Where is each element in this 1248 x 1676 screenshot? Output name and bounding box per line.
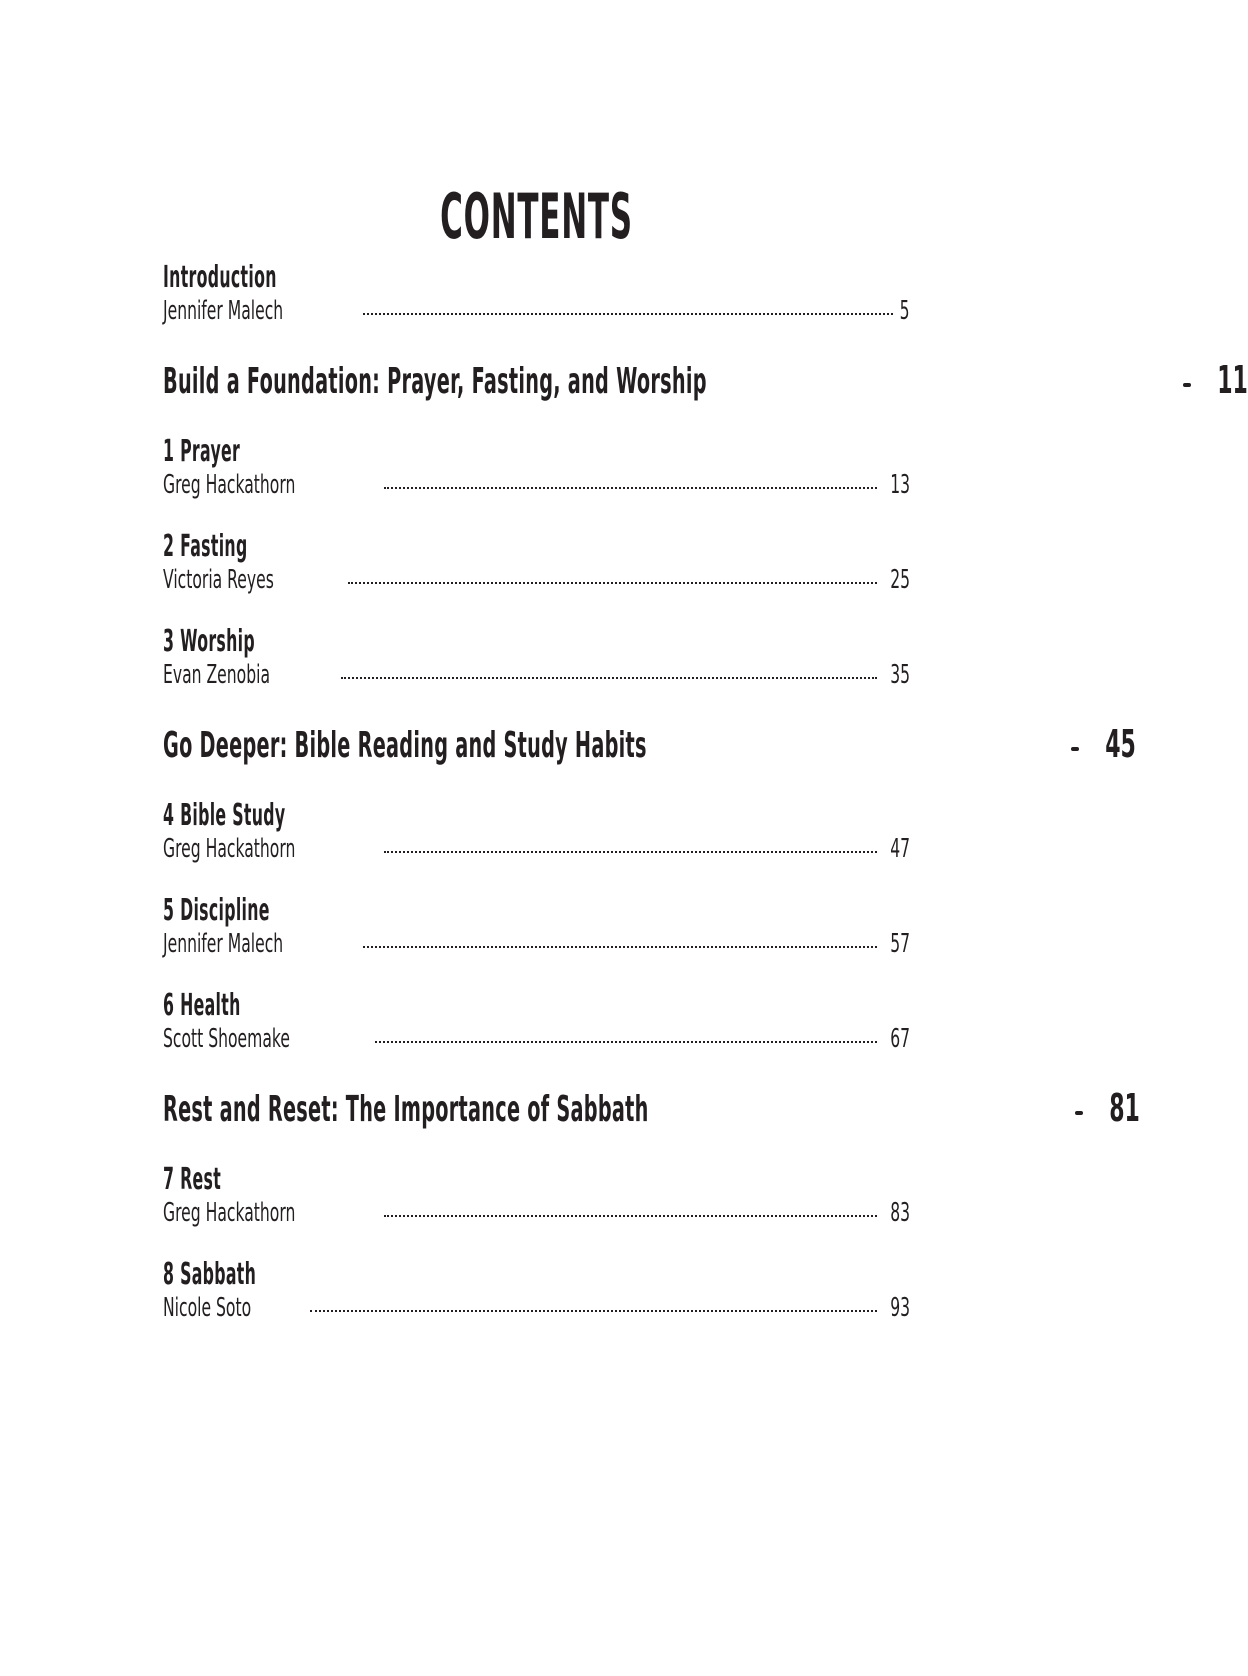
dot-leader: [1183, 357, 1191, 393]
dot-leader: [348, 563, 877, 588]
toc-entry[interactable]: [163, 626, 910, 691]
dot-leader: [363, 295, 893, 320]
toc-section-page-number: 45: [1105, 722, 1137, 767]
toc-section-page-number: 81: [1108, 1086, 1140, 1131]
toc-section-page-number: 11: [1217, 358, 1248, 403]
toc-section-title: Build a Foundation: Prayer, Fasting, and Worship: [163, 361, 707, 403]
toc-entry-page-number: 35: [890, 660, 910, 691]
toc-entry-title: 3 Worship: [163, 624, 255, 660]
toc-section-header[interactable]: [163, 357, 1248, 403]
toc-entry-title-wrap: [163, 433, 910, 469]
toc-entry-page-number: 93: [890, 1293, 910, 1324]
toc-section-row: [163, 721, 1137, 767]
toc-section-header[interactable]: [163, 1085, 1140, 1131]
toc-entry-title: 6 Health: [163, 988, 241, 1024]
toc-section-title: Go Deeper: Bible Reading and Study Habits: [163, 725, 647, 767]
toc-entry-title-wrap: [163, 797, 910, 833]
toc-entry-title-wrap: [163, 626, 910, 658]
toc-entry-author-row: [163, 927, 910, 960]
toc-entry-title-wrap: [163, 892, 910, 928]
toc-entry-title: 7 Rest: [163, 1161, 222, 1197]
toc-entry[interactable]: [163, 528, 910, 596]
toc-entry-author: Scott Shoemake: [163, 1024, 290, 1055]
toc-entry-author-row: [163, 1292, 910, 1325]
toc-entry-title: 4 Bible Study: [163, 797, 286, 833]
toc-entry-author: Greg Hackathorn: [163, 834, 296, 865]
toc-entry-author: Evan Zenobia: [163, 660, 271, 691]
dot-leader: [384, 1196, 877, 1221]
toc-entry-author-row: [163, 563, 910, 596]
toc-entry-title: 8 Sabbath: [163, 1257, 257, 1293]
toc-entry-page-number: 67: [890, 1024, 910, 1055]
toc-section-row: [163, 1085, 1140, 1131]
toc-entry-title-wrap: [163, 990, 910, 1022]
toc-entry-page-number: 83: [890, 1198, 910, 1229]
toc-entry-author: Jennifer Malech: [163, 929, 284, 960]
toc-entry-title-wrap: [163, 1259, 910, 1291]
dot-leader: [341, 659, 877, 684]
toc-entry-title-wrap: [163, 262, 910, 294]
toc-list: [163, 260, 1248, 1324]
dot-leader: [1075, 1085, 1083, 1121]
toc-entry-author: Nicole Soto: [163, 1293, 252, 1324]
toc-section-header[interactable]: [163, 721, 1137, 767]
toc-entry-author-row: [163, 295, 910, 328]
dot-leader: [375, 1023, 877, 1048]
toc-entry[interactable]: [163, 990, 910, 1055]
toc-entry-author: Greg Hackathorn: [163, 1198, 296, 1229]
toc-entry-author: Greg Hackathorn: [163, 470, 296, 501]
toc-entry-author-row: [163, 1023, 910, 1056]
dot-leader: [1071, 721, 1079, 757]
toc-entry-title: 1 Prayer: [163, 433, 241, 469]
toc-entry-author-row: [163, 832, 910, 865]
toc-entry-page-number: 5: [900, 296, 910, 327]
toc-entry-title: 2 Fasting: [163, 528, 248, 564]
toc-entry-author: Victoria Reyes: [163, 565, 274, 596]
toc-entry-title-wrap: [163, 528, 910, 564]
toc-entry-title: 5 Discipline: [163, 892, 270, 928]
toc-entry[interactable]: [163, 892, 910, 960]
page-title: CONTENTS: [440, 180, 633, 253]
toc-entry-title-wrap: [163, 1161, 910, 1197]
toc-entry-author-row: [163, 468, 910, 501]
toc-entry[interactable]: [163, 797, 910, 865]
toc-entry-title: Introduction: [163, 260, 277, 295]
toc-section-row: [163, 357, 1248, 403]
toc-entry-author: Jennifer Malech: [163, 296, 284, 327]
toc-entry-page-number: 57: [890, 929, 910, 960]
toc-content: [163, 180, 1248, 1354]
toc-section-title: Rest and Reset: The Importance of Sabbath: [163, 1089, 649, 1131]
toc-entry-author-row: [163, 659, 910, 692]
toc-entry[interactable]: [163, 1259, 910, 1324]
dot-leader: [384, 468, 877, 493]
dot-leader: [310, 1292, 877, 1317]
toc-entry[interactable]: [163, 1161, 910, 1229]
toc-entry-page-number: 25: [890, 565, 910, 596]
dot-leader: [363, 927, 877, 952]
toc-entry-page-number: 13: [890, 470, 910, 501]
toc-entry-author-row: [163, 1196, 910, 1229]
toc-entry[interactable]: [163, 262, 910, 327]
toc-entry[interactable]: [163, 433, 910, 501]
toc-entry-page-number: 47: [890, 834, 910, 865]
dot-leader: [384, 832, 877, 857]
